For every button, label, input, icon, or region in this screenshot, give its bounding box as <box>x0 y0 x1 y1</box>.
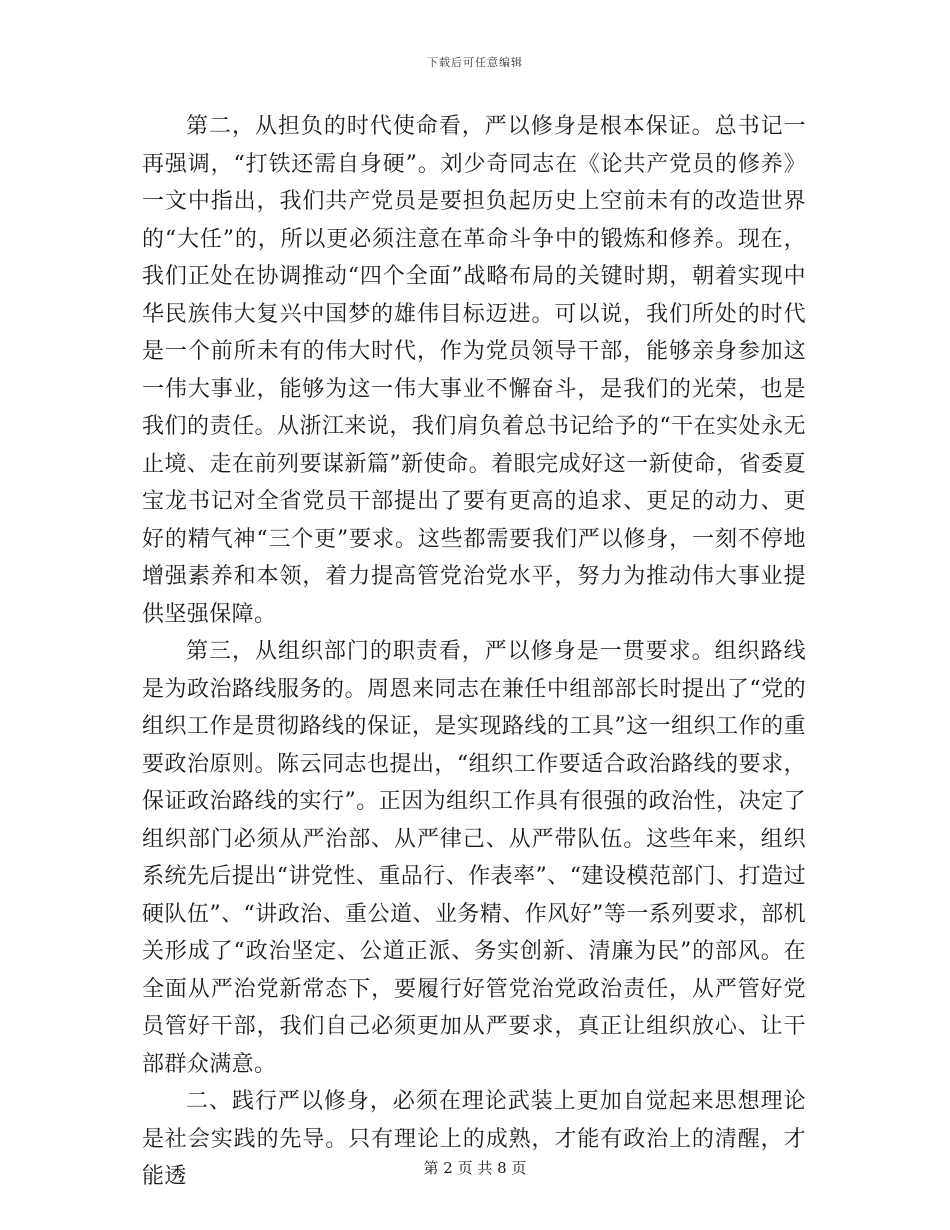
paragraph-theory-section: 二、践行严以修身，必须在理论武装上更加自觉起来思想理论是社会实践的先导。只有理论上的成熟，才能有政治上的清醒，才能透 <box>142 1089 806 1189</box>
header-note: 下载后可任意编辑 <box>427 56 523 69</box>
paragraph-mission: 第二，从担负的时代使命看，严以修身是根本保证。总书记一再强调，“打铁还需自身硬”。刘少奇同志在《论共产党员的修养》一文中指出，我们共产党员是要担负起历史上空前未有的改造世界的“大任”的，所以更必须注意在革命斗争中的锻炼和修养。现在，我们正处在协调推动“四个全面”战略布局的关键时期，朝着实现中华民族伟大复兴中国梦的雄伟目标迈进。可以说，我们所处的时代是一个前所未有的伟大时代，作为党员领导干部，能够亲身参加这一伟大事业，能够为这一伟大事业不懈奋斗，是我们的光荣，也是我们的责任。从浙江来说，我们肩负着总书记给予的“干在实处永无止境、走在前列要谋新篇”新使命。着眼完成好这一新使命，省委夏宝龙书记对全省党员干部提出了要有更高的追求、更足的动力、更好的精气神“三个更”要求。这些都需要我们严以修身，一刻不停地增强素养和本领，着力提高管党治党水平，努力为推动伟大事业提供坚强保障。 <box>142 114 806 627</box>
document-body <box>142 108 806 1196</box>
paragraph-organization-duty: 第三，从组织部门的职责看，严以修身是一贯要求。组织路线是为政治路线服务的。周恩来同志在兼任中组部部长时提出了“党的组织工作是贯彻路线的保证，是实现路线的工具”这一组织工作的重要政治原则。陈云同志也提出，“组织工作要适合政治路线的要求，保证政治路线的实行”。正因为组织工作具有很强的政治性，决定了组织部门必须从严治部、从严律己、从严带队伍。这些年来，组织系统先后提出“讲党性、重品行、作表率”、“建设模范部门、打造过硬队伍”、“讲政治、重公道、业务精、作风好”等一系列要求，部机关形成了“政治坚定、公道正派、务实创新、清廉为民”的部风。在全面从严治党新常态下，要履行好管党治党政治责任，从严管好党员管好干部，我们自己必须更加从严要求，真正让组织放心、让干部群众满意。 <box>142 639 806 1077</box>
page-number: 第 2 页 共 8 页 <box>423 1159 527 1177</box>
